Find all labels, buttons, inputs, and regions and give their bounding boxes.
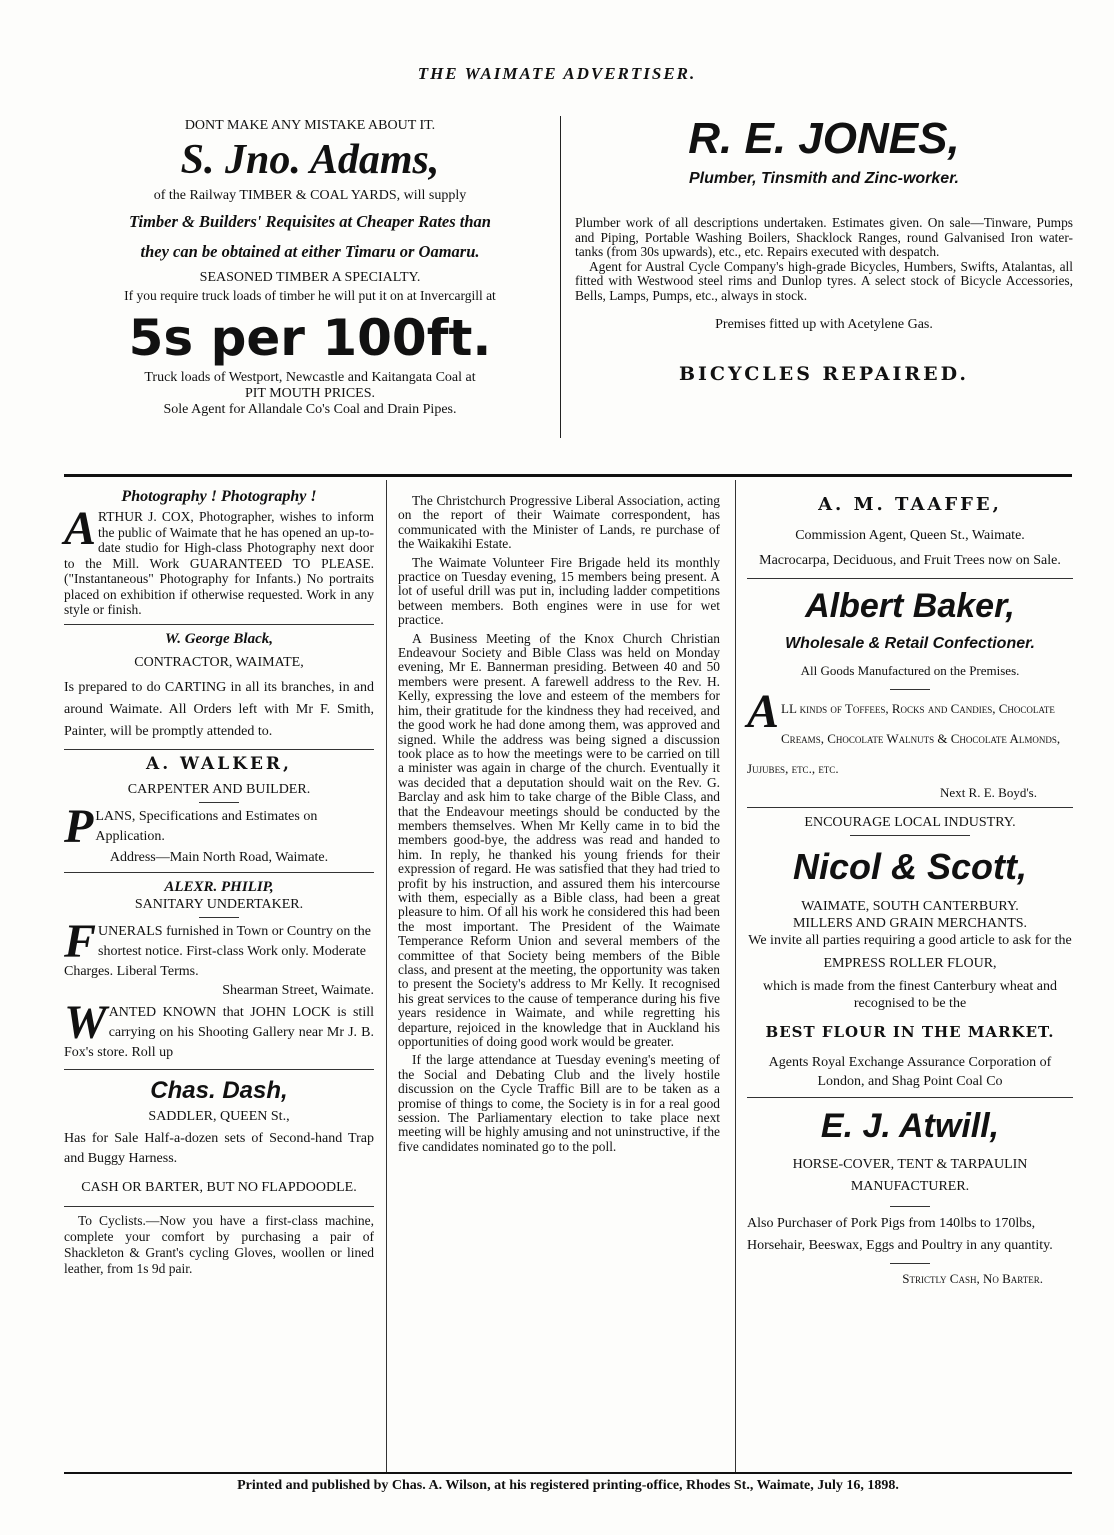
jones-banner: BICYCLES REPAIRED. bbox=[678, 363, 970, 385]
jones-trade: Plumber, Tinsmith and Zinc-worker. bbox=[689, 170, 959, 187]
walker-ad bbox=[64, 799, 374, 853]
adams-price: 5s per 100ft. bbox=[128, 309, 492, 367]
lock-text: ANTED KNOWN that JOHN LOCK is still carrying on his Shooting Gallery near Mr J. B. Fox's store. Roll up bbox=[64, 1004, 374, 1060]
column-2-news bbox=[398, 494, 720, 1158]
column-1 bbox=[64, 488, 374, 1277]
walker-address: Address—Main North Road, Waimate. bbox=[109, 849, 329, 865]
walker-dropcap: P bbox=[64, 799, 94, 853]
black-trade: CONTRACTOR, WAIMATE, bbox=[134, 654, 304, 670]
nicol-agents: Agents Royal Exchange Assurance Corporation of London, and Shag Point Coal Co bbox=[768, 1055, 1052, 1089]
lock-dropcap: W bbox=[64, 995, 107, 1049]
adams-coal2: PIT MOUTH PRICES. bbox=[244, 386, 376, 401]
dash-terms: CASH OR BARTER, BUT NO FLAPDOODLE. bbox=[81, 1179, 357, 1195]
adams-coal1: Truck loads of Westport, Newcastle and Kaitangata Coal at bbox=[144, 370, 476, 385]
philip-name: ALEXR. PHILIP, bbox=[164, 878, 274, 895]
jones-body1: Plumber work of all descriptions undertaken. Estimates given. On sale—Tinware, Pumps and Piping, Portable Washing Boilers, Shacklock Ranges, round Galvanised Iron water-tanks (from 30s upwards), etc., etc. Repairs executed with despatch. bbox=[575, 215, 1073, 259]
adams-truck: If you require truck loads of timber he will put it on at Invercargill at bbox=[124, 288, 496, 303]
philip-address: Shearman Street, Waimate. bbox=[222, 982, 374, 998]
nicol-line1: WAIMATE, SOUTH CANTERBURY. bbox=[801, 899, 1019, 914]
walker-text: LANS, Specifications and Estimates on Application. bbox=[95, 808, 318, 844]
atwill-terms: Strictly Cash, No Barter. bbox=[902, 1271, 1043, 1286]
adams-specialty: SEASONED TIMBER A SPECIALTY. bbox=[199, 270, 421, 285]
baker-line1: All Goods Manufactured on the Premises. bbox=[800, 663, 1020, 678]
baker-dropcap: A bbox=[747, 685, 780, 738]
taaffe-name: A. M. TAAFFE, bbox=[818, 494, 1002, 515]
imprint-footer: Printed and published by Chas. A. Wilson, at his registered printing-office, Rhodes St., Waimate, July 16, 1898. bbox=[237, 1478, 899, 1493]
news-item: If the large attendance at Tuesday evening's meeting of the Social and Debating Club and the lively hostile discussion on the Cycle Traffic Bill are to be taken as a promise of things to come, the Society is in for a real good session. The Parliamentary election to take place next meeting will be highly amusing and not uninstructive, if the five candidates nominated go to the poll. bbox=[398, 1052, 720, 1154]
cox-dropcap: A bbox=[64, 502, 97, 555]
dash-text: Has for Sale Half-a-dozen sets of Second-hand Trap and Buggy Harness. bbox=[64, 1130, 374, 1166]
nicol-banner: BEST FLOUR IN THE MARKET. bbox=[765, 1023, 1055, 1041]
baker-ad bbox=[747, 685, 1073, 784]
philip-trade: SANITARY UNDERTAKER. bbox=[134, 896, 304, 912]
cox-ad bbox=[64, 502, 374, 618]
jones-ad bbox=[575, 112, 1073, 385]
taaffe-line1: Commission Agent, Queen St., Waimate. bbox=[795, 528, 1025, 543]
news-item: The Waimate Volunteer Fire Brigade held its monthly practice on Tuesday evening, 15 members being present. A lot of useful drill was put in, including ladder competitions between members. Both engines were in use for wet practice. bbox=[398, 554, 720, 628]
nicol-line2: MILLERS AND GRAIN MERCHANTS. bbox=[792, 916, 1028, 931]
nicol-line3: We invite all parties requiring a good article to ask for the bbox=[748, 933, 1072, 948]
adams-ad bbox=[70, 118, 550, 418]
footer-rule bbox=[64, 1472, 1072, 1474]
top-divider bbox=[560, 116, 561, 438]
nicol-lead: ENCOURAGE LOCAL INDUSTRY. bbox=[804, 815, 1016, 830]
lock-ad bbox=[64, 995, 374, 1063]
philip-dropcap: F bbox=[64, 914, 97, 968]
adams-lead: DONT MAKE ANY MISTAKE ABOUT IT. bbox=[184, 118, 436, 133]
dash-trade: SADDLER, QUEEN St., bbox=[148, 1108, 290, 1124]
atwill-trade: HORSE-COVER, TENT & TARPAULIN MANUFACTURER. bbox=[792, 1157, 1028, 1194]
adams-name: S. Jno. Adams, bbox=[180, 137, 440, 183]
adams-agent: Sole Agent for Allandale Co's Coal and Drain Pipes. bbox=[163, 402, 457, 417]
black-text: Is prepared to do CARTING in all its branches, in and around Waimate. All Orders left with Mr F. Smith, Painter, will be promptly attended to. bbox=[64, 679, 374, 739]
baker-next: Next R. E. Boyd's. bbox=[940, 785, 1037, 800]
dash-name: Chas. Dash, bbox=[150, 1076, 288, 1104]
news-item: The Christchurch Progressive Liberal Association, acting on the report of their Waimate correspondent, has communicated with the Minister of Lands, re purchase of the Waikakihi Estate. bbox=[398, 493, 720, 552]
adams-slogan1: Timber & Builders' Requisites at Cheaper Rates than bbox=[129, 212, 491, 231]
walker-name: A. WALKER, bbox=[146, 753, 292, 774]
jones-premises: Premises fitted up with Acetylene Gas. bbox=[715, 317, 933, 332]
column-divider-2 bbox=[735, 480, 736, 1472]
adams-slogan2: they can be obtained at either Timaru or Oamaru. bbox=[140, 242, 480, 261]
walker-trade: CARPENTER AND BUILDER. bbox=[127, 781, 311, 797]
jones-name: R. E. JONES, bbox=[688, 114, 960, 163]
black-name: W. George Black, bbox=[164, 630, 274, 647]
column-divider-1 bbox=[386, 480, 387, 1472]
cox-heading: Photography ! Photography ! bbox=[121, 488, 317, 505]
news-item: A Business Meeting of the Knox Church Christian Endeavour Society and Bible Class was held on Monday evening, Mr E. Bannerman presiding. Between 40 and 50 members were present. A farewell address to the Rev. H. Kelly, expressing the love and esteem of the members for him, their gratitude for the kindness they had received, and the good work he had done among them, was approved and signed. While the address was being signed a discussion took place as to how the meetings were to be carried on till a minister was again in charge of the church. Eventually it was decided that a deputation should wait on the Rev. G. Barclay and ask him to take charge of the Bible Class, and that the Endeavour meetings should be conducted by the members themselves. When Mr Kelly came in to bid the members good-bye, the address was read and handed to him. In reply, he thanked his young friends for their expression of regard. He was satisfied that they had tried to profit by his instruction, and assured them his intercourse with them, especially as a Bible class, had been a great pleasure to him. Of all his work he considered this had been the most important. The President of the Waimate Temperance Reform Union and several members of the committee of that Society being members of the Bible class, and present at the meeting, the opportunity was taken to present the Society's address to Mr Kelly. It recognised his great services to the cause of temperance during his five years residence in Waimate, and while regretting his departure, rejoiced in the knowledge that in Auckland his opportunities of doing good work would be greater. bbox=[398, 630, 720, 1050]
cox-text: RTHUR J. COX, Photographer, wishes to inform the public of Waimate that he has opened an up-to-date studio for High-class Photography next door to the Mill. Work GUARANTEED TO PLEASE. ("Instantaneous" Photography for Infants.) No portraits placed on exhibition if otherwise requested. Work in any style or finish. bbox=[64, 509, 374, 617]
section-divider bbox=[64, 474, 1072, 477]
taaffe-line2: Macrocarpa, Deciduous, and Fruit Trees now on Sale. bbox=[759, 553, 1061, 568]
atwill-text: Also Purchaser of Pork Pigs from 140lbs to 170lbs, Horsehair, Beeswax, Eggs and Poultry in any quantity. bbox=[747, 1216, 1053, 1253]
nicol-line5: which is made from the finest Canterbury wheat and recognised to be the bbox=[763, 979, 1057, 1011]
jones-body2: Agent for Austral Cycle Company's high-grade Bicycles, Humbers, Swifts, Atalantas, all fitted with Westwood steel rims and Dunlop tyres. A select stock of Bicycle Accessories, Bells, Lamps, Pumps, etc., always in stock. bbox=[575, 258, 1073, 303]
column-3 bbox=[747, 492, 1073, 1287]
baker-name: Albert Baker, bbox=[805, 587, 1015, 625]
nicol-name: Nicol & Scott, bbox=[792, 846, 1028, 887]
baker-trade: Wholesale & Retail Confectioner. bbox=[785, 635, 1035, 652]
atwill-name: E. J. Atwill, bbox=[820, 1107, 1000, 1145]
baker-text: LL kinds of Toffees, Rocks and Candies, Chocolate Creams, Chocolate Walnuts & Chocolate Almonds, Jujubes, etc., etc. bbox=[747, 701, 1061, 776]
cyclists-notice: To Cyclists.—Now you have a first-class machine, complete your comfort by purchasing a pair of Shackleton & Grant's cycling Gloves, woollen or lined leather, from 1s 9d pair. bbox=[64, 1212, 374, 1276]
masthead: THE WAIMATE ADVERTISER. bbox=[417, 64, 697, 83]
philip-ad bbox=[64, 914, 374, 982]
nicol-line4: EMPRESS ROLLER FLOUR, bbox=[823, 956, 997, 971]
adams-line1: of the Railway TIMBER & COAL YARDS, will supply bbox=[153, 188, 467, 203]
philip-text: UNERALS furnished in Town or Country on the shortest notice. First-class Work only. Moderate Charges. Liberal Terms. bbox=[64, 923, 371, 979]
